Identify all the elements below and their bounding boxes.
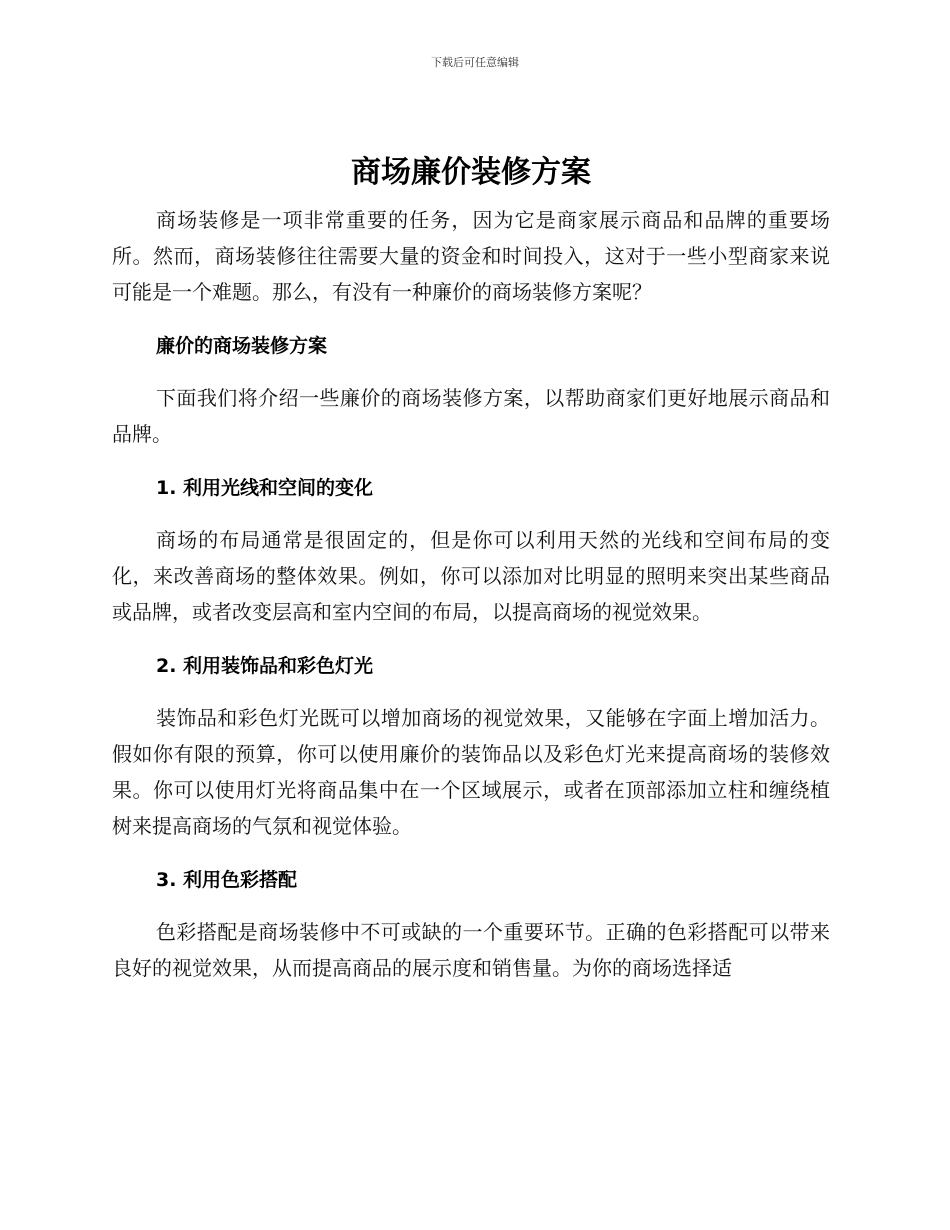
section-heading: 廉价的商场装修方案 [156,335,328,357]
item-heading-2: 2. 利用装饰品和彩色灯光 [156,655,374,677]
document-title: 商场廉价装修方案 [351,155,591,190]
document-body [112,150,830,986]
item-heading-3: 3. 利用色彩搭配 [156,869,298,891]
intro-paragraph: 商场装修是一项非常重要的任务，因为它是商家展示商品和品牌的重要场所。然而，商场装修往往需要大量的资金和时间投入，这对于一些小型商家来说可能是一个难题。那么，有没有一种廉价的商场装修方案呢？ [112,208,830,304]
section-intro-paragraph: 下面我们将介绍一些廉价的商场装修方案，以帮助商家们更好地展示商品和品牌。 [112,386,830,446]
item-heading-1: 1. 利用光线和空间的变化 [156,477,374,499]
item-paragraph-2: 装饰品和彩色灯光既可以增加商场的视觉效果，又能够在字面上增加活力。假如你有限的预算，你可以使用廉价的装饰品以及彩色灯光来提高商场的装修效果。你可以使用灯光将商品集中在一个区域展示，或者在顶部添加立柱和缠绕植树来提高商场的气氛和视觉体验。 [112,706,830,838]
item-paragraph-3: 色彩搭配是商场装修中不可或缺的一个重要环节。正确的色彩搭配可以带来良好的视觉效果，从而提高商品的展示度和销售量。为你的商场选择适 [112,920,830,980]
page-header: 下载后可任意编辑 [431,56,519,69]
item-paragraph-1: 商场的布局通常是很固定的，但是你可以利用天然的光线和空间布局的变化，来改善商场的整体效果。例如，你可以添加对比明显的照明来突出某些商品或品牌，或者改变层高和室内空间的布局，以提高商场的视觉效果。 [112,528,830,624]
